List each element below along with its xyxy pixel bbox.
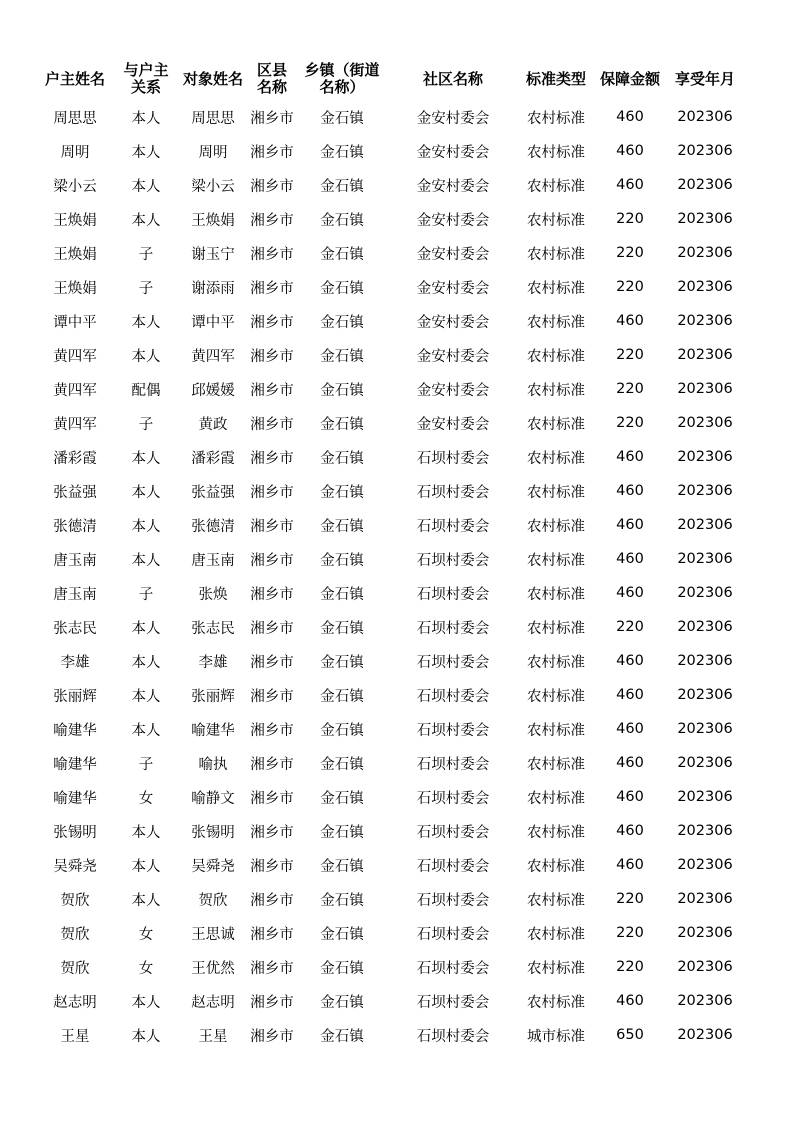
table-cell: 202306: [677, 993, 733, 1009]
table-cell: 460: [616, 449, 644, 465]
table-cell: 220: [616, 415, 644, 431]
table-cell: 金安村委会: [416, 314, 490, 331]
table-cell: 农村标准: [527, 280, 585, 297]
table-row: [36, 1018, 744, 1052]
table-cell: 金安村委会: [416, 110, 490, 127]
table-cell: 谭中平: [191, 314, 235, 331]
table-cell: 农村标准: [527, 518, 585, 535]
table-row: [36, 916, 744, 950]
table-cell: 贺欣: [60, 892, 90, 909]
table-row: [36, 678, 744, 712]
table-row: [36, 984, 744, 1018]
table-cell: 唐玉南: [53, 552, 97, 569]
table-cell: 喻执: [198, 756, 228, 773]
table-cell: 王焕娟: [53, 280, 97, 297]
table-cell: 农村标准: [527, 722, 585, 739]
table-cell: 220: [616, 245, 644, 261]
table-cell: 金石镇: [320, 688, 364, 705]
table-cell: 金石镇: [320, 518, 364, 535]
table-cell: 202306: [677, 755, 733, 771]
table-cell: 黄四军: [53, 382, 97, 399]
table-cell: 石坝村委会: [416, 858, 490, 875]
table-cell: 金石镇: [320, 314, 364, 331]
table-cell: 王星: [198, 1028, 228, 1045]
table-cell: 金安村委会: [416, 348, 490, 365]
table-cell: 本人: [131, 858, 161, 875]
table-cell: 金安村委会: [416, 382, 490, 399]
table-cell: 周明: [198, 144, 228, 161]
table-cell: 本人: [131, 892, 161, 909]
table-cell: 本人: [131, 552, 161, 569]
table-cell: 本人: [131, 484, 161, 501]
table-cell: 湘乡市: [250, 552, 294, 569]
table-cell: 王焕娟: [191, 212, 235, 229]
table-cell: 贺欣: [60, 926, 90, 943]
column-header: 乡镇（街道 名称）: [304, 61, 380, 96]
table-cell: 喻建华: [53, 790, 97, 807]
table-cell: 李雄: [60, 654, 90, 671]
table-cell: 本人: [131, 1028, 161, 1045]
table-cell: 湘乡市: [250, 246, 294, 263]
table-cell: 石坝村委会: [416, 994, 490, 1011]
table-cell: 谢添雨: [191, 280, 235, 297]
table-cell: 唐玉南: [191, 552, 235, 569]
table-cell: 金石镇: [320, 144, 364, 161]
table-cell: 农村标准: [527, 688, 585, 705]
table-cell: 本人: [131, 824, 161, 841]
table-cell: 周思思: [53, 110, 97, 127]
table-cell: 喻建华: [53, 722, 97, 739]
table-cell: 220: [616, 279, 644, 295]
table-cell: 黄四军: [53, 416, 97, 433]
table-cell: 202306: [677, 823, 733, 839]
table-cell: 220: [616, 925, 644, 941]
table-cell: 202306: [677, 279, 733, 295]
table-cell: 贺欣: [60, 960, 90, 977]
table-cell: 金石镇: [320, 552, 364, 569]
table-cell: 湘乡市: [250, 212, 294, 229]
table-row: [36, 202, 744, 236]
column-header: 与户主 关系: [123, 61, 169, 96]
table-cell: 农村标准: [527, 858, 585, 875]
table-cell: 王思诚: [191, 926, 235, 943]
column-header: 户主姓名: [44, 69, 105, 88]
table-header-row: [36, 58, 744, 100]
table-cell: 农村标准: [527, 586, 585, 603]
table-cell: 张德清: [191, 518, 235, 535]
table-cell: 王焕娟: [53, 246, 97, 263]
table-cell: 202306: [677, 789, 733, 805]
table-cell: 黄政: [198, 416, 228, 433]
table-cell: 农村标准: [527, 382, 585, 399]
table-cell: 本人: [131, 450, 161, 467]
table-cell: 220: [616, 619, 644, 635]
table-cell: 金石镇: [320, 382, 364, 399]
table-cell: 湘乡市: [250, 1028, 294, 1045]
table-cell: 农村标准: [527, 756, 585, 773]
table-cell: 张志民: [53, 620, 97, 637]
table-cell: 湘乡市: [250, 348, 294, 365]
table-cell: 202306: [677, 653, 733, 669]
table-cell: 本人: [131, 722, 161, 739]
table-cell: 202306: [677, 925, 733, 941]
table-cell: 女: [138, 790, 154, 807]
table-row: [36, 134, 744, 168]
table-cell: 张志民: [191, 620, 235, 637]
table-cell: 石坝村委会: [416, 688, 490, 705]
table-cell: 农村标准: [527, 246, 585, 263]
table-cell: 石坝村委会: [416, 892, 490, 909]
table-cell: 金石镇: [320, 450, 364, 467]
table-row: [36, 372, 744, 406]
table-cell: 吴舜尧: [53, 858, 97, 875]
table-cell: 460: [616, 993, 644, 1009]
table-cell: 喻静文: [191, 790, 235, 807]
table-cell: 湘乡市: [250, 994, 294, 1011]
table-cell: 梁小云: [191, 178, 235, 195]
table-cell: 石坝村委会: [416, 960, 490, 977]
table-row: [36, 814, 744, 848]
column-header: 社区名称: [422, 69, 483, 88]
table-cell: 金安村委会: [416, 246, 490, 263]
table-cell: 张丽辉: [191, 688, 235, 705]
column-header: 享受年月: [674, 69, 735, 88]
table-cell: 金石镇: [320, 824, 364, 841]
table-cell: 湘乡市: [250, 382, 294, 399]
table-row: [36, 882, 744, 916]
table-cell: 农村标准: [527, 212, 585, 229]
table-row: [36, 780, 744, 814]
table-cell: 本人: [131, 688, 161, 705]
table-cell: 湘乡市: [250, 790, 294, 807]
table-cell: 王星: [60, 1028, 90, 1045]
table-cell: 202306: [677, 721, 733, 737]
table-cell: 460: [616, 585, 644, 601]
table-cell: 湘乡市: [250, 416, 294, 433]
table-cell: 金石镇: [320, 246, 364, 263]
table-cell: 张锡明: [53, 824, 97, 841]
column-header: 对象姓名: [182, 69, 243, 88]
table-row: [36, 542, 744, 576]
table-cell: 金石镇: [320, 348, 364, 365]
table-row: [36, 950, 744, 984]
table-cell: 金石镇: [320, 178, 364, 195]
table-cell: 金石镇: [320, 790, 364, 807]
table-cell: 460: [616, 755, 644, 771]
table-body: [36, 100, 744, 1052]
table-cell: 金石镇: [320, 280, 364, 297]
table-cell: 农村标准: [527, 314, 585, 331]
table-cell: 202306: [677, 585, 733, 601]
table-cell: 石坝村委会: [416, 756, 490, 773]
table-cell: 金石镇: [320, 722, 364, 739]
table-cell: 金安村委会: [416, 178, 490, 195]
table-cell: 石坝村委会: [416, 654, 490, 671]
table-cell: 张益强: [53, 484, 97, 501]
table-cell: 650: [616, 1027, 644, 1043]
table-cell: 农村标准: [527, 994, 585, 1011]
table-row: [36, 236, 744, 270]
table-cell: 农村标准: [527, 484, 585, 501]
table-row: [36, 338, 744, 372]
table-cell: 220: [616, 211, 644, 227]
table-cell: 城市标准: [527, 1028, 585, 1045]
table-cell: 农村标准: [527, 552, 585, 569]
table-cell: 农村标准: [527, 790, 585, 807]
table-cell: 石坝村委会: [416, 1028, 490, 1045]
table-cell: 460: [616, 517, 644, 533]
table-cell: 喻建华: [53, 756, 97, 773]
table-row: [36, 746, 744, 780]
table-cell: 202306: [677, 449, 733, 465]
table-row: [36, 610, 744, 644]
table-cell: 202306: [677, 245, 733, 261]
table-cell: 湘乡市: [250, 892, 294, 909]
table-cell: 子: [138, 246, 154, 263]
table-cell: 石坝村委会: [416, 586, 490, 603]
table-row: [36, 474, 744, 508]
table-cell: 202306: [677, 177, 733, 193]
table-cell: 金安村委会: [416, 212, 490, 229]
table-cell: 子: [138, 416, 154, 433]
table-cell: 湘乡市: [250, 688, 294, 705]
table-cell: 石坝村委会: [416, 484, 490, 501]
table-cell: 202306: [677, 551, 733, 567]
table-cell: 202306: [677, 959, 733, 975]
table-cell: 460: [616, 653, 644, 669]
table-cell: 金石镇: [320, 484, 364, 501]
table-cell: 谢玉宁: [191, 246, 235, 263]
table-cell: 220: [616, 959, 644, 975]
table-cell: 农村标准: [527, 824, 585, 841]
table-cell: 赵志明: [191, 994, 235, 1011]
table-row: [36, 304, 744, 338]
table-cell: 湘乡市: [250, 654, 294, 671]
table-cell: 金石镇: [320, 858, 364, 875]
table-cell: 石坝村委会: [416, 926, 490, 943]
table-cell: 子: [138, 586, 154, 603]
table-cell: 湘乡市: [250, 484, 294, 501]
table-cell: 202306: [677, 415, 733, 431]
table-cell: 金石镇: [320, 654, 364, 671]
table-cell: 本人: [131, 518, 161, 535]
table-cell: 202306: [677, 891, 733, 907]
table-cell: 农村标准: [527, 348, 585, 365]
table-cell: 石坝村委会: [416, 790, 490, 807]
table-cell: 吴舜尧: [191, 858, 235, 875]
table-cell: 黄四军: [191, 348, 235, 365]
table-cell: 460: [616, 721, 644, 737]
table-cell: 金石镇: [320, 212, 364, 229]
table-row: [36, 270, 744, 304]
table-row: [36, 576, 744, 610]
table-cell: 金石镇: [320, 892, 364, 909]
table-cell: 湘乡市: [250, 960, 294, 977]
table-cell: 本人: [131, 654, 161, 671]
table-row: [36, 440, 744, 474]
table-cell: 湘乡市: [250, 586, 294, 603]
table-cell: 湘乡市: [250, 314, 294, 331]
table-cell: 张益强: [191, 484, 235, 501]
table-cell: 农村标准: [527, 450, 585, 467]
table-cell: 唐玉南: [53, 586, 97, 603]
table-cell: 460: [616, 551, 644, 567]
table-cell: 湘乡市: [250, 518, 294, 535]
table-cell: 女: [138, 960, 154, 977]
table-cell: 潘彩霞: [53, 450, 97, 467]
table-cell: 202306: [677, 687, 733, 703]
table-cell: 湘乡市: [250, 722, 294, 739]
table-cell: 202306: [677, 1027, 733, 1043]
table-cell: 王优然: [191, 960, 235, 977]
table-row: [36, 168, 744, 202]
table-cell: 湘乡市: [250, 144, 294, 161]
table-cell: 石坝村委会: [416, 552, 490, 569]
table-cell: 湘乡市: [250, 450, 294, 467]
table-cell: 202306: [677, 483, 733, 499]
table-cell: 湘乡市: [250, 620, 294, 637]
table-cell: 本人: [131, 994, 161, 1011]
table-cell: 贺欣: [198, 892, 228, 909]
table-cell: 460: [616, 483, 644, 499]
assistance-table: [36, 58, 744, 1052]
table-cell: 张丽辉: [53, 688, 97, 705]
table-cell: 202306: [677, 313, 733, 329]
table-row: [36, 644, 744, 678]
table-cell: 202306: [677, 517, 733, 533]
table-cell: 王焕娟: [53, 212, 97, 229]
table-cell: 460: [616, 177, 644, 193]
table-cell: 220: [616, 381, 644, 397]
table-cell: 本人: [131, 620, 161, 637]
table-cell: 220: [616, 347, 644, 363]
table-cell: 农村标准: [527, 110, 585, 127]
table-cell: 农村标准: [527, 144, 585, 161]
table-cell: 202306: [677, 143, 733, 159]
column-header: 标准类型: [525, 69, 586, 88]
table-cell: 石坝村委会: [416, 824, 490, 841]
table-cell: 潘彩霞: [191, 450, 235, 467]
table-row: [36, 508, 744, 542]
table-cell: 202306: [677, 211, 733, 227]
table-cell: 石坝村委会: [416, 722, 490, 739]
table-cell: 湘乡市: [250, 756, 294, 773]
table-cell: 张锡明: [191, 824, 235, 841]
table-cell: 女: [138, 926, 154, 943]
table-cell: 金石镇: [320, 926, 364, 943]
table-cell: 石坝村委会: [416, 620, 490, 637]
table-cell: 金石镇: [320, 620, 364, 637]
column-header: 区县 名称: [256, 61, 287, 96]
table-cell: 本人: [131, 212, 161, 229]
table-cell: 金安村委会: [416, 416, 490, 433]
table-cell: 金安村委会: [416, 280, 490, 297]
table-cell: 黄四军: [53, 348, 97, 365]
table-cell: 460: [616, 109, 644, 125]
table-row: [36, 406, 744, 440]
table-cell: 李雄: [198, 654, 228, 671]
table-cell: 460: [616, 789, 644, 805]
table-cell: 220: [616, 891, 644, 907]
table-cell: 460: [616, 313, 644, 329]
table-cell: 本人: [131, 314, 161, 331]
table-cell: 赵志明: [53, 994, 97, 1011]
table-cell: 喻建华: [191, 722, 235, 739]
table-cell: 子: [138, 280, 154, 297]
table-cell: 湘乡市: [250, 824, 294, 841]
table-cell: 配偶: [131, 382, 161, 399]
table-cell: 202306: [677, 857, 733, 873]
table-cell: 金石镇: [320, 110, 364, 127]
table-cell: 邱媛媛: [191, 382, 235, 399]
table-row: [36, 100, 744, 134]
table-cell: 石坝村委会: [416, 450, 490, 467]
table-cell: 周思思: [191, 110, 235, 127]
table-cell: 金石镇: [320, 994, 364, 1011]
table-cell: 农村标准: [527, 620, 585, 637]
table-cell: 金安村委会: [416, 144, 490, 161]
table-cell: 202306: [677, 619, 733, 635]
table-cell: 本人: [131, 144, 161, 161]
table-cell: 460: [616, 687, 644, 703]
table-cell: 农村标准: [527, 892, 585, 909]
table-cell: 谭中平: [53, 314, 97, 331]
table-cell: 梁小云: [53, 178, 97, 195]
table-cell: 202306: [677, 381, 733, 397]
table-cell: 湘乡市: [250, 926, 294, 943]
table-cell: 张焕: [198, 586, 228, 603]
table-cell: 子: [138, 756, 154, 773]
table-cell: 石坝村委会: [416, 518, 490, 535]
table-cell: 金石镇: [320, 960, 364, 977]
table-cell: 金石镇: [320, 1028, 364, 1045]
table-cell: 460: [616, 857, 644, 873]
table-cell: 农村标准: [527, 178, 585, 195]
table-cell: 张德清: [53, 518, 97, 535]
table-cell: 湘乡市: [250, 280, 294, 297]
table-cell: 农村标准: [527, 416, 585, 433]
table-cell: 460: [616, 143, 644, 159]
table-row: [36, 848, 744, 882]
column-header: 保障金额: [599, 69, 660, 88]
table-cell: 202306: [677, 109, 733, 125]
table-cell: 周明: [60, 144, 90, 161]
table-cell: 湘乡市: [250, 110, 294, 127]
table-cell: 湘乡市: [250, 178, 294, 195]
table-cell: 金石镇: [320, 586, 364, 603]
table-cell: 农村标准: [527, 960, 585, 977]
table-cell: 金石镇: [320, 416, 364, 433]
table-cell: 本人: [131, 110, 161, 127]
table-cell: 农村标准: [527, 926, 585, 943]
table-cell: 本人: [131, 348, 161, 365]
table-cell: 湘乡市: [250, 858, 294, 875]
table-cell: 农村标准: [527, 654, 585, 671]
table-row: [36, 712, 744, 746]
table-cell: 本人: [131, 178, 161, 195]
table-cell: 202306: [677, 347, 733, 363]
table-cell: 金石镇: [320, 756, 364, 773]
table-cell: 460: [616, 823, 644, 839]
